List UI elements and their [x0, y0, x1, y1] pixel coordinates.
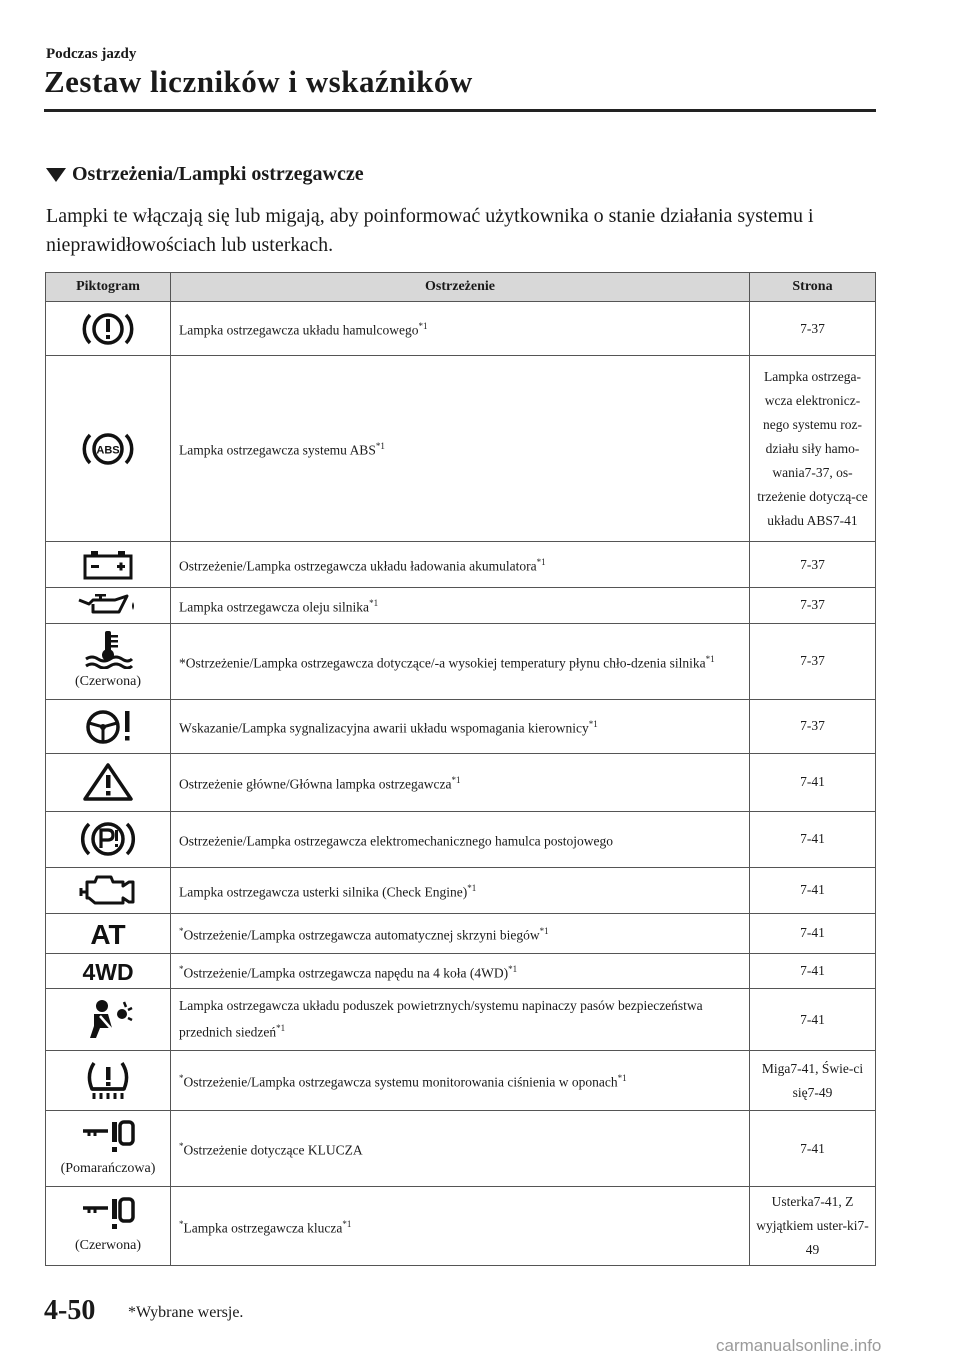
page-ref: Lampka ostrzega-wcza elektronicz-nego systemu roz-działu siły hamo-wania7-37, os-trzeżenie dotyczą-ce układu ABS7-41	[750, 356, 876, 542]
description-cell	[171, 623, 750, 699]
pictogram-cell	[46, 989, 171, 1051]
table-row	[46, 1051, 876, 1111]
color-label: (Pomarańczowa)	[60, 1160, 156, 1176]
page-ref: 7-41	[750, 1111, 876, 1187]
description-cell	[171, 753, 750, 811]
desc-text: Ostrzeżenie/Lampka ostrzegawcza napędu na 4 koła (4WD)	[183, 965, 509, 980]
abs-warning-icon	[79, 429, 137, 469]
table-row	[46, 542, 876, 588]
table-row	[46, 356, 876, 542]
table-row	[46, 699, 876, 753]
pictogram-cell	[46, 753, 171, 811]
subsection-heading	[46, 163, 364, 186]
title-rule	[44, 109, 876, 112]
desc-text: Ostrzeżenie/Lampka ostrzegawcza systemu monitorowania ciśnienia w oponach	[183, 1074, 618, 1090]
pictogram-cell	[46, 588, 171, 624]
table-row	[46, 1187, 876, 1266]
desc-text: Lampka ostrzegawcza usterki silnika (Check Engine)	[179, 884, 468, 900]
table-row	[46, 1111, 876, 1187]
pictogram-cell	[46, 1051, 171, 1111]
description-cell	[171, 953, 750, 989]
desc-text: Ostrzeżenie główne/Główna lampka ostrzegawcza	[179, 776, 452, 792]
at-icon	[78, 918, 138, 948]
pictogram-cell	[46, 1111, 171, 1187]
svg-text:4WD: 4WD	[82, 958, 134, 984]
page-ref: 7-37	[750, 302, 876, 356]
desc-text: Ostrzeżenie/Lampka ostrzegawcza dotyczące/-a wysokiej temperatury płynu chło-dzenia silnika	[185, 655, 706, 671]
table-header-row	[46, 273, 876, 302]
footnote-marker: *1	[588, 718, 598, 729]
footnote-marker: *1	[536, 557, 546, 568]
footnote-marker: *1	[508, 963, 518, 974]
coolant-temperature-icon	[82, 629, 134, 669]
footnote-marker: *1	[375, 441, 385, 452]
desc-prefix: *	[179, 1073, 184, 1084]
parking-brake-icon	[77, 818, 139, 860]
page-ref: 7-41	[750, 989, 876, 1051]
desc-text: Lampka ostrzegawcza oleju silnika	[179, 599, 370, 615]
description-cell	[171, 1111, 750, 1187]
intro-paragraph: Lampki te włączają się lub migają, aby poinformować użytkownika o stanie działania systemu i nieprawidłowościach lub usterkach.	[46, 205, 814, 256]
footnote-marker: *1	[276, 1023, 286, 1034]
description-cell	[171, 588, 750, 624]
subsection-heading-text: Ostrzeżenia/Lampki ostrzegawcze	[72, 163, 364, 185]
description-cell	[171, 302, 750, 356]
key-warning-icon	[80, 1118, 136, 1156]
table-row	[46, 953, 876, 989]
table-row	[46, 588, 876, 624]
key-warning-icon	[80, 1195, 136, 1233]
page-ref: Miga7-41, Świe-ci się7-49	[750, 1051, 876, 1111]
pictogram-cell	[46, 953, 171, 989]
page-title: Zestaw liczników i wskaźników	[44, 64, 473, 99]
desc-prefix: *	[179, 655, 186, 671]
battery-icon	[79, 548, 137, 582]
desc-text: Ostrzeżenie/Lampka ostrzegawcza automatycznej skrzyni biegów	[183, 927, 540, 943]
desc-text: Lampka ostrzegawcza klucza	[183, 1220, 343, 1236]
footnote-marker: *1	[539, 925, 549, 936]
warning-table	[45, 272, 876, 1266]
triangle-bullet-icon	[46, 168, 66, 182]
desc-text: Lampka ostrzegawcza systemu ABS	[179, 442, 376, 458]
description-cell	[171, 1187, 750, 1266]
pictogram-cell	[46, 913, 171, 953]
desc-text: Ostrzeżenie dotyczące KLUCZA	[183, 1142, 363, 1158]
brake-warning-icon	[79, 309, 137, 349]
description-cell	[171, 989, 750, 1051]
desc-prefix: *	[179, 925, 184, 936]
desc-text: Lampka ostrzegawcza układu hamulcowego	[179, 322, 419, 338]
page-ref: 7-41	[750, 867, 876, 913]
column-header-warning: Ostrzeżenie	[171, 273, 750, 302]
watermark: carmanualsonline.info	[716, 1336, 882, 1355]
4wd-icon	[68, 958, 148, 984]
color-label: (Czerwona)	[74, 1238, 142, 1253]
table-row	[46, 989, 876, 1051]
desc-prefix: *	[179, 963, 184, 974]
footnote-marker: *1	[467, 882, 477, 893]
page-number: 4-50	[44, 1295, 96, 1326]
page-ref: 7-37	[750, 623, 876, 699]
section-label: Podczas jazdy	[46, 46, 137, 62]
description-cell	[171, 699, 750, 753]
page-ref: 7-41	[750, 811, 876, 867]
page-ref: 7-41	[750, 753, 876, 811]
master-warning-icon	[82, 762, 134, 802]
desc-prefix: *	[179, 1218, 184, 1229]
oil-can-icon	[75, 592, 141, 618]
description-cell	[171, 1051, 750, 1111]
footnote-marker: *1	[342, 1218, 352, 1229]
footnote: *Wybrane wersje.	[128, 1304, 244, 1321]
description-cell	[171, 867, 750, 913]
page-ref: Usterka7-41, Z wyjątkiem uster-ki7-49	[750, 1187, 876, 1266]
page-ref: 7-41	[750, 953, 876, 989]
page-ref: 7-37	[750, 542, 876, 588]
footnote-marker: *1	[451, 774, 461, 785]
description-cell	[171, 356, 750, 542]
column-header-pictogram: Piktogram	[46, 273, 171, 302]
color-label: (Czerwona)	[74, 674, 142, 689]
svg-text:AT: AT	[90, 919, 126, 948]
table-row	[46, 302, 876, 356]
page-ref: 7-41	[750, 913, 876, 953]
pictogram-cell	[46, 811, 171, 867]
steering-warning-icon	[79, 706, 137, 746]
footnote-marker: *1	[705, 653, 715, 664]
pictogram-cell	[46, 699, 171, 753]
pictogram-cell	[46, 867, 171, 913]
page-ref: 7-37	[750, 699, 876, 753]
table-row	[46, 753, 876, 811]
airbag-icon	[80, 998, 136, 1042]
table-row	[46, 913, 876, 953]
footnote-marker: *1	[617, 1073, 627, 1084]
pictogram-cell	[46, 302, 171, 356]
footnote-marker: *1	[418, 321, 428, 332]
description-cell	[171, 913, 750, 953]
desc-text: Ostrzeżenie/Lampka ostrzegawcza elektromechanicznego hamulca postojowego	[179, 833, 614, 849]
footnote-marker: *1	[369, 598, 379, 608]
column-header-page: Strona	[750, 273, 876, 302]
desc-text: Wskazanie/Lampka sygnalizacyjna awarii układu wspomagania kierownicy	[179, 720, 589, 736]
pictogram-cell	[46, 623, 171, 699]
description-cell	[171, 811, 750, 867]
tire-pressure-icon	[80, 1059, 136, 1103]
pictogram-cell	[46, 542, 171, 588]
table-row	[46, 867, 876, 913]
desc-text: Ostrzeżenie/Lampka ostrzegawcza układu ładowania akumulatora	[179, 558, 537, 574]
check-engine-icon	[77, 872, 139, 908]
table-row	[46, 623, 876, 699]
page-ref: 7-37	[750, 588, 876, 624]
desc-text: Lampka ostrzegawcza układu poduszek powietrznych/systemu napinaczy pasów bezpieczeństwa przednich siedzeń	[179, 998, 703, 1040]
table-row	[46, 811, 876, 867]
description-cell	[171, 542, 750, 588]
pictogram-cell	[46, 356, 171, 542]
svg-text:ABS: ABS	[96, 444, 120, 456]
pictogram-cell	[46, 1187, 171, 1266]
desc-prefix: *	[179, 1141, 184, 1152]
